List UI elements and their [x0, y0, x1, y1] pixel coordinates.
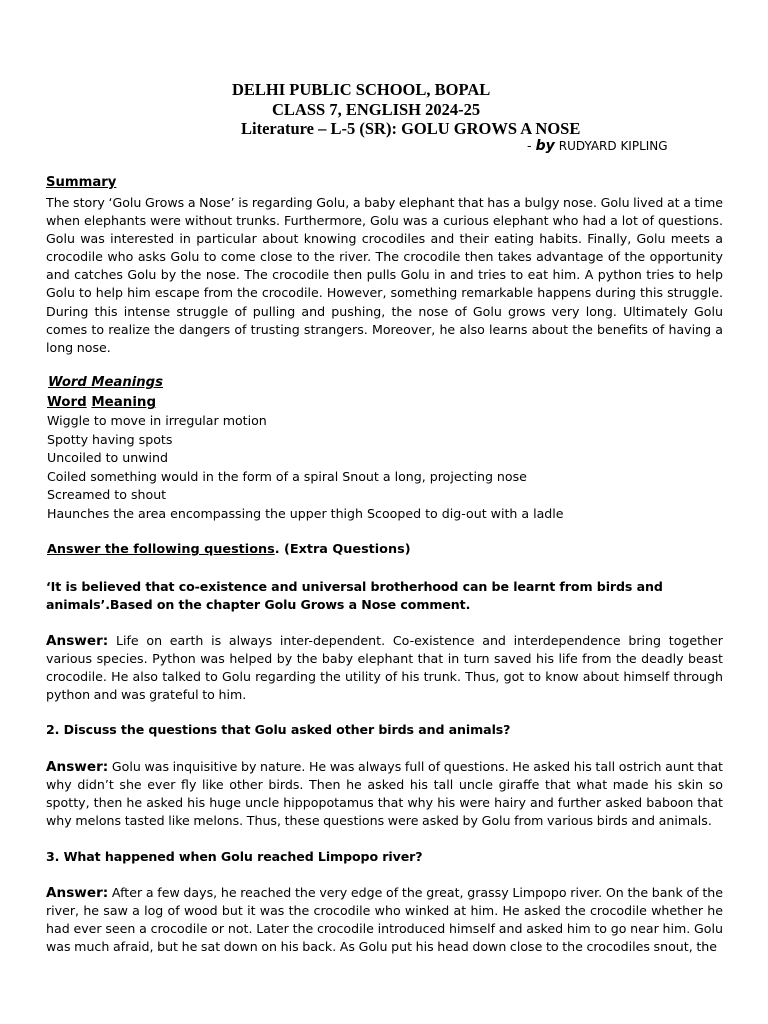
- word-item: Uncoiled to unwind: [47, 450, 168, 465]
- question-3: 3. What happened when Golu reached Limpopo river?: [46, 849, 423, 864]
- summary-heading: Summary: [46, 175, 117, 190]
- by-word: by: [535, 138, 555, 154]
- summary-text: The story ‘Golu Grows a Nose’ is regarding Golu, a baby elephant that has a bulgy nose. Golu lived at a time when elephants were without trunks. Furthermore, Golu was a curious elephant who had a lot of questions. Golu was interested in particular about knowing crocodiles and their eating habits. Finally, Golu meets a crocodile who asks Golu to come close to the river. The crocodile then takes advantage of the opportunity and catches Golu by the nose. The crocodile then pulls Golu in and tries to eat him. A python tries to help Golu to help him escape from the crocodile. However, something remarkable happens during this struggle. During this intense struggle of pulling and pushing, the nose of Golu grows very long. Ultimately Golu comes to realize the dangers of trusting strangers. Moreover, he also learns about the benefits of having a long nose.: [46, 195, 723, 355]
- answer-label: Answer:: [46, 759, 109, 775]
- questions-heading: Answer the following questions. (Extra Questions): [47, 542, 411, 557]
- word-item: Screamed to shout: [47, 487, 167, 502]
- by-prefix: -: [527, 138, 536, 153]
- col-word: Word: [47, 395, 87, 410]
- author-line: [527, 138, 668, 154]
- word-item: Spotty having spots: [47, 432, 173, 447]
- col-meaning: Meaning: [91, 395, 157, 410]
- answer-2: Answer: Golu was inquisitive by nature. He was always full of questions. He asked his tall ostrich aunt that why didn’t she ever fly like other birds. Then he asked his tall uncle giraffe that what made his skin so spotty, then he asked his huge uncle hippopotamus that why his were hairy and further asked baboon that why melons tasted like melons. Thus, these questions were asked by Golu from various birds and animals.: [46, 759, 723, 829]
- class-line: CLASS 7, ENGLISH 2024-25: [272, 100, 481, 119]
- school-name: DELHI PUBLIC SCHOOL, BOPAL: [232, 80, 491, 99]
- question-2: 2. Discuss the questions that Golu asked other birds and animals?: [46, 722, 511, 737]
- word-item: Haunches the area encompassing the upper thigh Scooped to dig-out with a ladle: [47, 506, 564, 521]
- lesson-title: Literature – L-5 (SR): GOLU GROWS A NOSE: [241, 119, 581, 138]
- author-name: RUDYARD KIPLING: [558, 139, 668, 153]
- word-meaning-columns: [47, 395, 156, 410]
- answer-label: Answer:: [46, 885, 109, 901]
- word-item: Wiggle to move in irregular motion: [47, 413, 267, 428]
- word-meanings-heading: Word Meanings: [48, 375, 163, 390]
- word-item: Coiled something would in the form of a spiral Snout a long, projecting nose: [47, 469, 527, 484]
- answer-label: Answer:: [46, 633, 109, 649]
- answer-1: Answer: Life on earth is always inter-dependent. Co-existence and interdependence bring together various species. Python was helped by the baby elephant that in turn saved his life from the deadly beast crocodile. He also talked to Golu regarding the utility of his trunk. Thus, got to know about himself through python and was grateful to him.: [46, 633, 723, 703]
- answer-3: Answer: After a few days, he reached the very edge of the great, grassy Limpopo river. On the bank of the river, he saw a log of wood but it was the crocodile who winked at him. He asked the crocodile whether he had ever seen a crocodile or not. Later the crocodile introduced himself and asked him to go near him. Golu was much afraid, but he sat down on his back. As Golu put his head down close to the crocodiles snout, the: [46, 885, 723, 955]
- question-1: ‘It is believed that co-existence and universal brotherhood can be learnt from birds and animals’.Based on the chapter Golu Grows a Nose comment.: [46, 579, 663, 612]
